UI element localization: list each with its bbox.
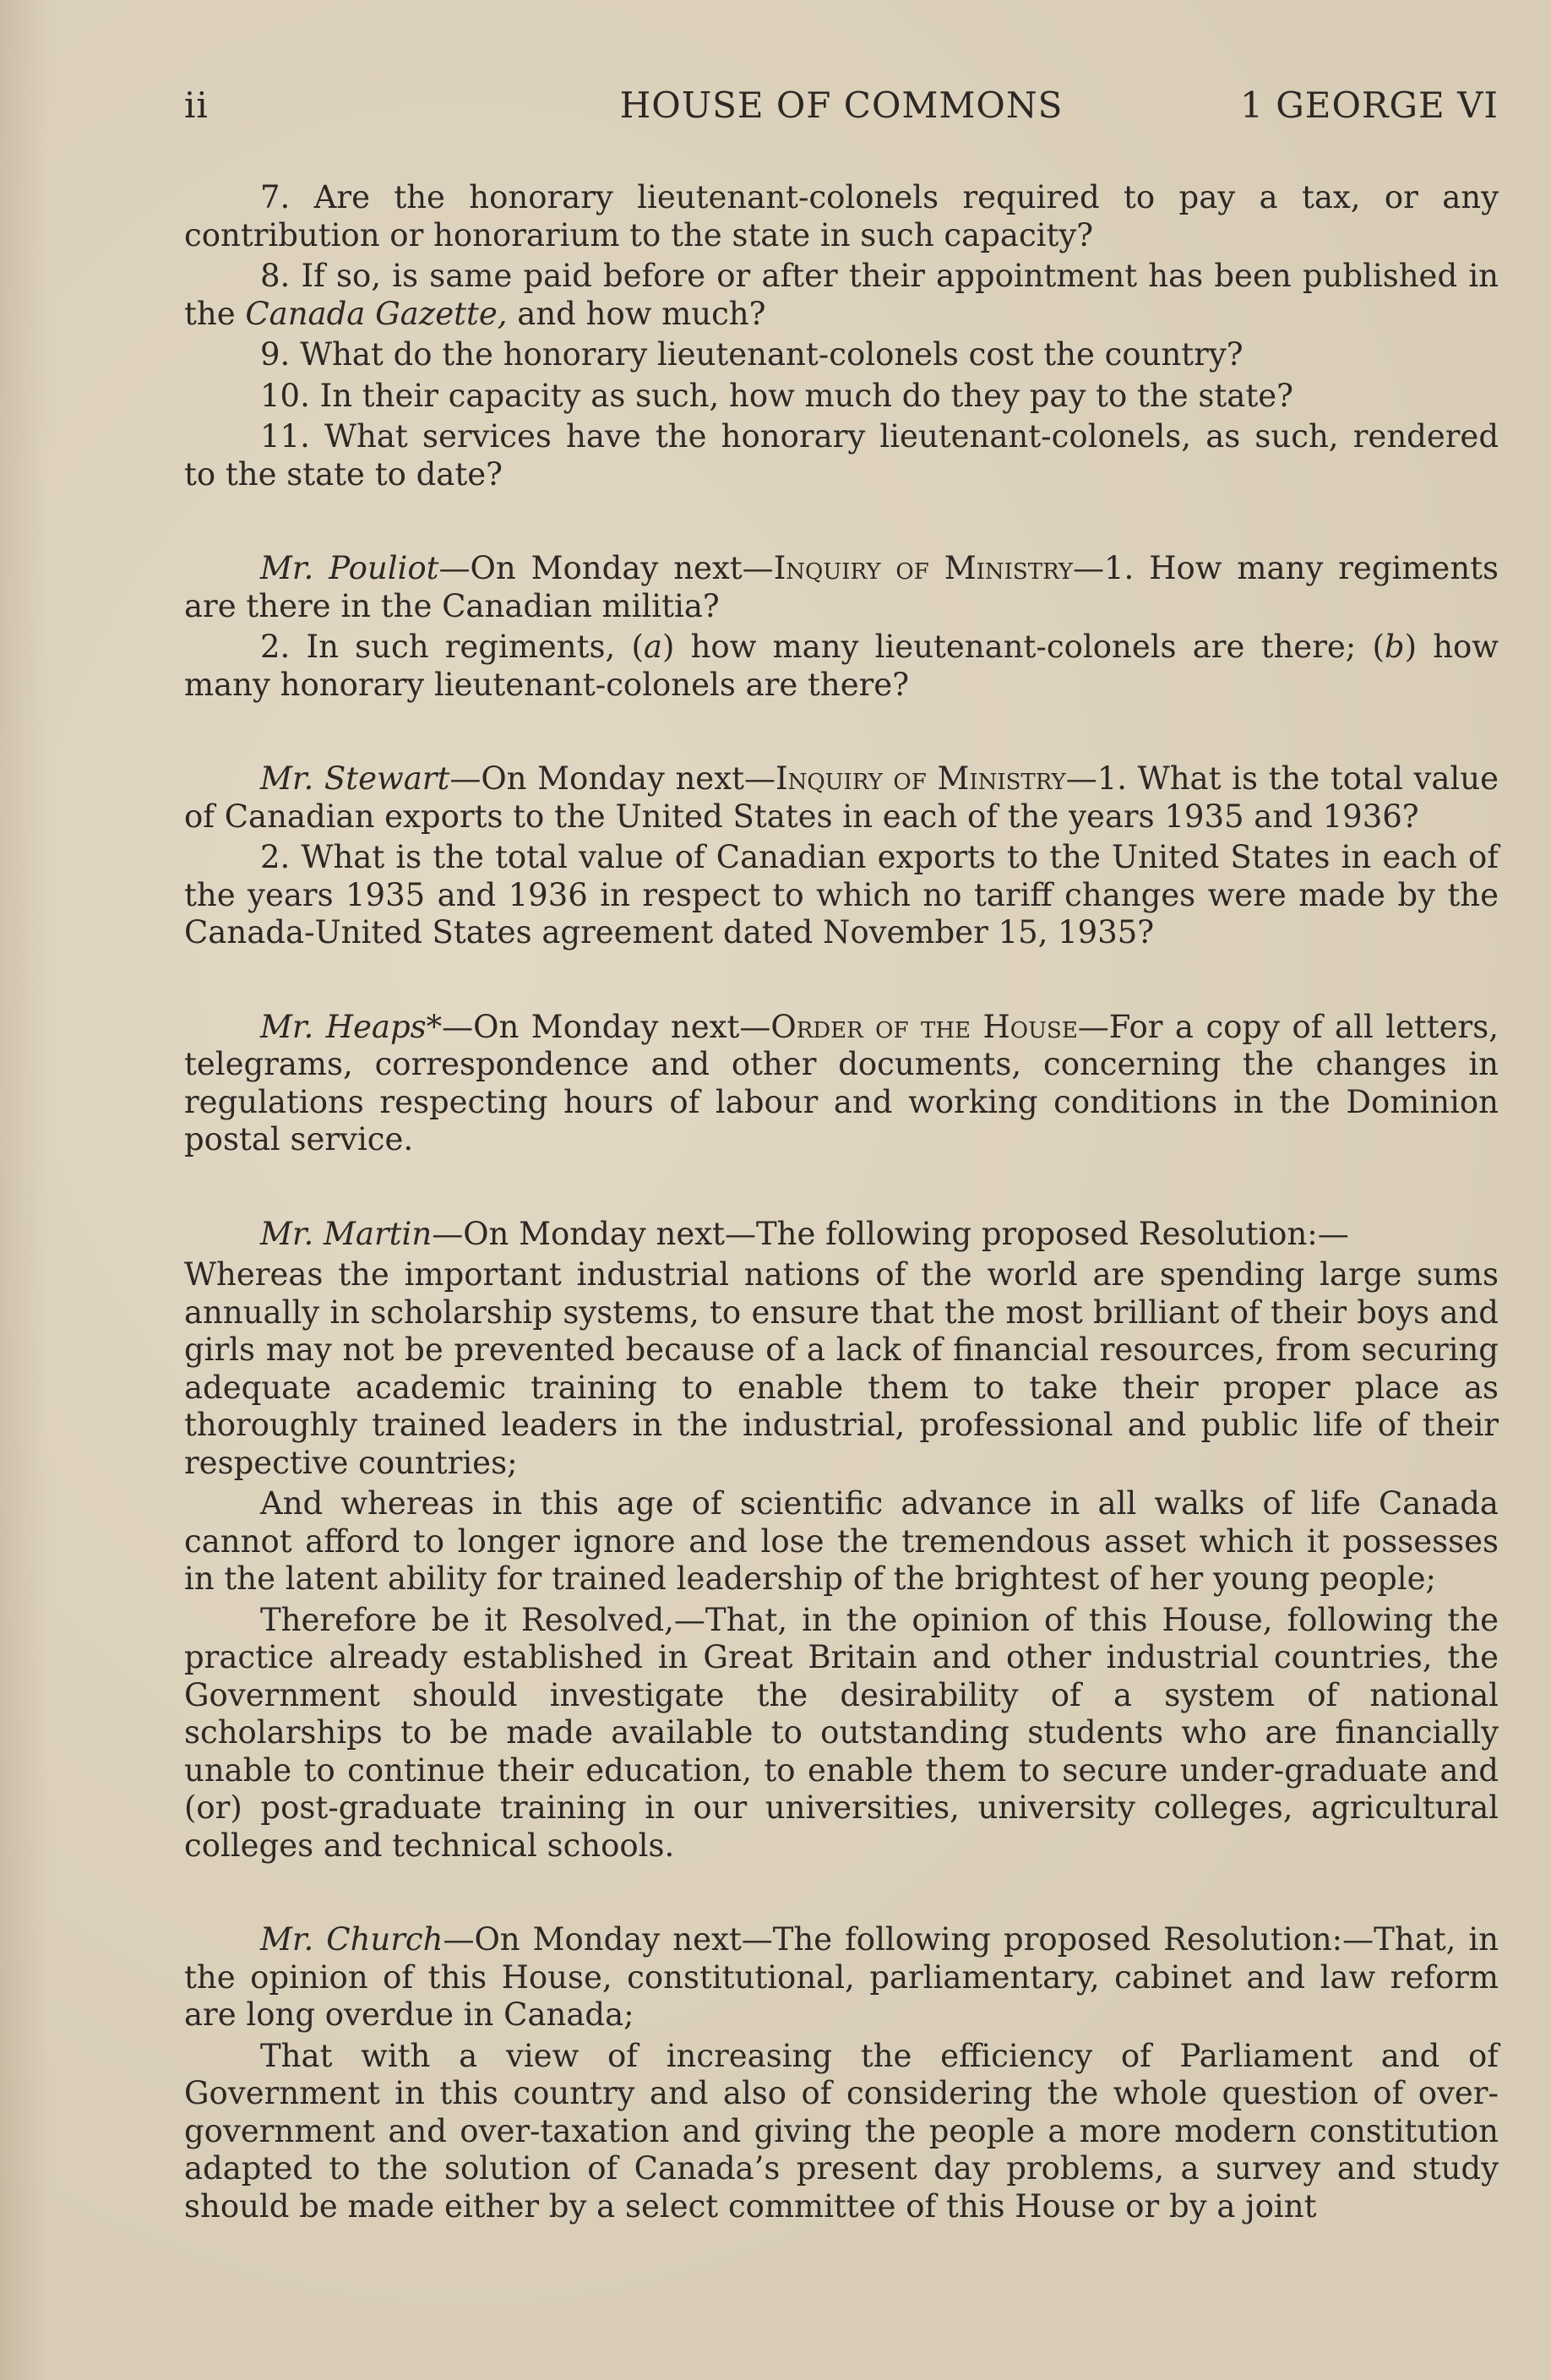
regnal-year: 1 GEORGE VI bbox=[1240, 84, 1499, 126]
running-title: HOUSE OF COMMONS bbox=[619, 84, 1064, 126]
entry-continuation bbox=[184, 179, 1499, 493]
entry-martin bbox=[184, 1216, 1499, 1865]
gazette-title: Canada Gazette, bbox=[245, 295, 508, 332]
question-9: 9. What do the honorary lieutenant-colonels cost the country? bbox=[260, 336, 1244, 373]
stewart-question-1: Mr. Stewart—On Monday next—Inquiry of Ministry—1. What is the total value of Canadian exports to the United States in each of the years 1935 and 1936? bbox=[184, 760, 1499, 835]
entry-heaps bbox=[184, 1009, 1499, 1159]
question-10: 10. In their capacity as such, how much do they pay to the state? bbox=[260, 377, 1293, 414]
member-name: Mr. Heaps* bbox=[260, 1008, 443, 1045]
question-11: 11. What services have the honorary lieutenant-colonels, as such, rendered to the state to date? bbox=[184, 418, 1499, 493]
martin-resolved: Therefore be it Resolved,—That, in the opinion of this House, following the practice already established in Great Britain and other industrial countries, the Government should investigate the desirability of a system of national scholarships to be made available to outstanding students who are financially unable to continue their education, to enable them to secure under-graduate and (or) post-graduate training in our universities, university colleges, agricultural colleges and technical schools. bbox=[184, 1601, 1499, 1864]
page-header bbox=[184, 84, 1499, 135]
member-name: Mr. Stewart bbox=[260, 760, 450, 797]
stewart-question-2: 2. What is the total value of Canadian exports to the United States in each of the years 1935 and 1936 in respect to which no tariff changes were made by the Canada-United States agreement dated November 15, 1935? bbox=[184, 839, 1499, 950]
notice-type: Inquiry of Ministry bbox=[773, 550, 1074, 586]
heaps-order: Mr. Heaps*—On Monday next—Order of the House—For a copy of all letters, telegrams, correspondence and other documents, concerning the changes in regulations respecting hours of labour and working conditions in the Dominion postal service. bbox=[184, 1008, 1499, 1157]
member-name: Mr. Church bbox=[260, 1921, 444, 1958]
member-name: Mr. Pouliot bbox=[260, 550, 439, 586]
pouliot-question-2: 2. In such regiments, (a) how many lieutenant-colonels are there; (b) how many honorary lieutenant-colonels are there? bbox=[184, 629, 1499, 703]
entry-pouliot bbox=[184, 550, 1499, 704]
pouliot-question-1: Mr. Pouliot—On Monday next—Inquiry of Ministry—1. How many regiments are there in the Canadian militia? bbox=[184, 550, 1499, 624]
entry-stewart bbox=[184, 760, 1499, 952]
martin-whereas: Whereas the important industrial nations of the world are spending large sums annually in scholarship systems, to ensure that the most brilliant of their boys and girls may not be prevented because of a lack of financial resources, from securing adequate academic training to enable them to take their proper place as thoroughly trained leaders in the industrial, professional and public life of their respective countries; bbox=[184, 1256, 1499, 1481]
member-name: Mr. Martin bbox=[260, 1215, 433, 1252]
notice-type: Inquiry of Ministry bbox=[775, 760, 1066, 797]
question-8: 8. If so, is same paid before or after their appointment has been published in the Canada Gazette, and how much? bbox=[184, 258, 1499, 332]
page-number: ii bbox=[184, 84, 209, 126]
notice-type: Order of the House bbox=[770, 1008, 1078, 1045]
church-lead: Mr. Church—On Monday next—The following proposed Resolution:—That, in the opinion of this House, constitutional, parliamentary, cabinet and law reform are long overdue in Canada; bbox=[184, 1921, 1499, 2033]
entry-church bbox=[184, 1921, 1499, 2225]
church-resolution-body: That with a view of increasing the efficiency of Parliament and of Government in this country and also of considering the whole question of over-government and over-taxation and giving the people a more modern constitution adapted to the solution of Canada’s present day problems, a survey and study should be made either by a select committee of this House or by a joint bbox=[184, 2037, 1499, 2225]
question-7: 7. Are the honorary lieutenant-colonels required to pay a tax, or any contribution or honorarium to the state in such capacity? bbox=[184, 179, 1499, 253]
page-body bbox=[184, 179, 1499, 2225]
martin-and-whereas: And whereas in this age of scientific advance in all walks of life Canada cannot afford to longer ignore and lose the tremendous asset which it possesses in the latent ability for trained leadership of the brightest of her young people; bbox=[184, 1485, 1499, 1597]
martin-lead: Mr. Martin—On Monday next—The following proposed Resolution:— bbox=[260, 1215, 1349, 1252]
